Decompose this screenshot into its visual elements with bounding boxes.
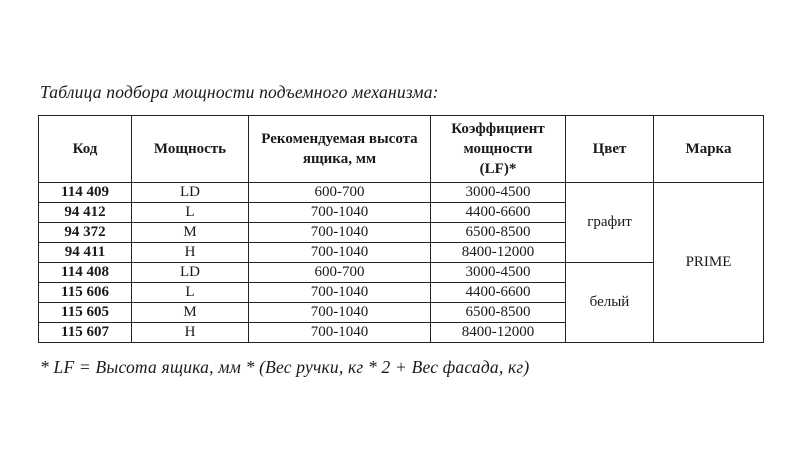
header-color [566,116,654,183]
cell-lf: 8400-12000 [431,243,566,263]
header-brand [654,116,764,183]
header-box-height-label: Рекомендуемая высота ящика, мм [261,130,418,167]
cell-code: 94 372 [39,223,132,243]
table-header-row [39,116,764,183]
header-lf-label: Коэффициент мощности (LF)* [451,120,545,178]
cell-code: 94 412 [39,203,132,223]
cell-power: LD [132,263,249,283]
cell-brand: PRIME [654,183,764,343]
power-selection-table [38,115,764,343]
cell-code: 115 605 [39,303,132,323]
header-power [132,116,249,183]
cell-lf: 6500-8500 [431,303,566,323]
header-box-height [249,116,431,183]
header-code [39,116,132,183]
cell-box-height: 700-1040 [249,223,431,243]
header-lf [431,116,566,183]
cell-power: L [132,283,249,303]
header-code-label: Код [72,140,98,157]
cell-power: LD [132,183,249,203]
cell-box-height: 700-1040 [249,283,431,303]
document-title: Таблица подбора мощности подъемного механизма: [40,82,439,102]
cell-lf: 6500-8500 [431,223,566,243]
cell-color-graphite: графит [566,183,654,263]
cell-power: H [132,323,249,343]
cell-lf: 3000-4500 [431,263,566,283]
cell-color-white: белый [566,263,654,343]
cell-power: M [132,223,249,243]
cell-code: 115 606 [39,283,132,303]
cell-power: L [132,203,249,223]
lf-formula-footnote: * LF = Высота ящика, мм * (Вес ручки, кг * 2 + Вес фасада, кг) [40,357,530,377]
table-row [39,183,764,203]
cell-box-height: 700-1040 [249,203,431,223]
cell-lf: 3000-4500 [431,183,566,203]
cell-code: 94 411 [39,243,132,263]
cell-box-height: 600-700 [249,183,431,203]
header-color-label: Цвет [592,140,627,157]
cell-code: 115 607 [39,323,132,343]
cell-box-height: 700-1040 [249,303,431,323]
cell-lf: 4400-6600 [431,283,566,303]
cell-lf: 8400-12000 [431,323,566,343]
cell-code: 114 408 [39,263,132,283]
cell-box-height: 600-700 [249,263,431,283]
header-power-label: Мощность [153,140,227,157]
cell-lf: 4400-6600 [431,203,566,223]
cell-box-height: 700-1040 [249,243,431,263]
cell-box-height: 700-1040 [249,323,431,343]
header-brand-label: Марка [685,140,732,157]
cell-power: M [132,303,249,323]
cell-power: H [132,243,249,263]
cell-code: 114 409 [39,183,132,203]
